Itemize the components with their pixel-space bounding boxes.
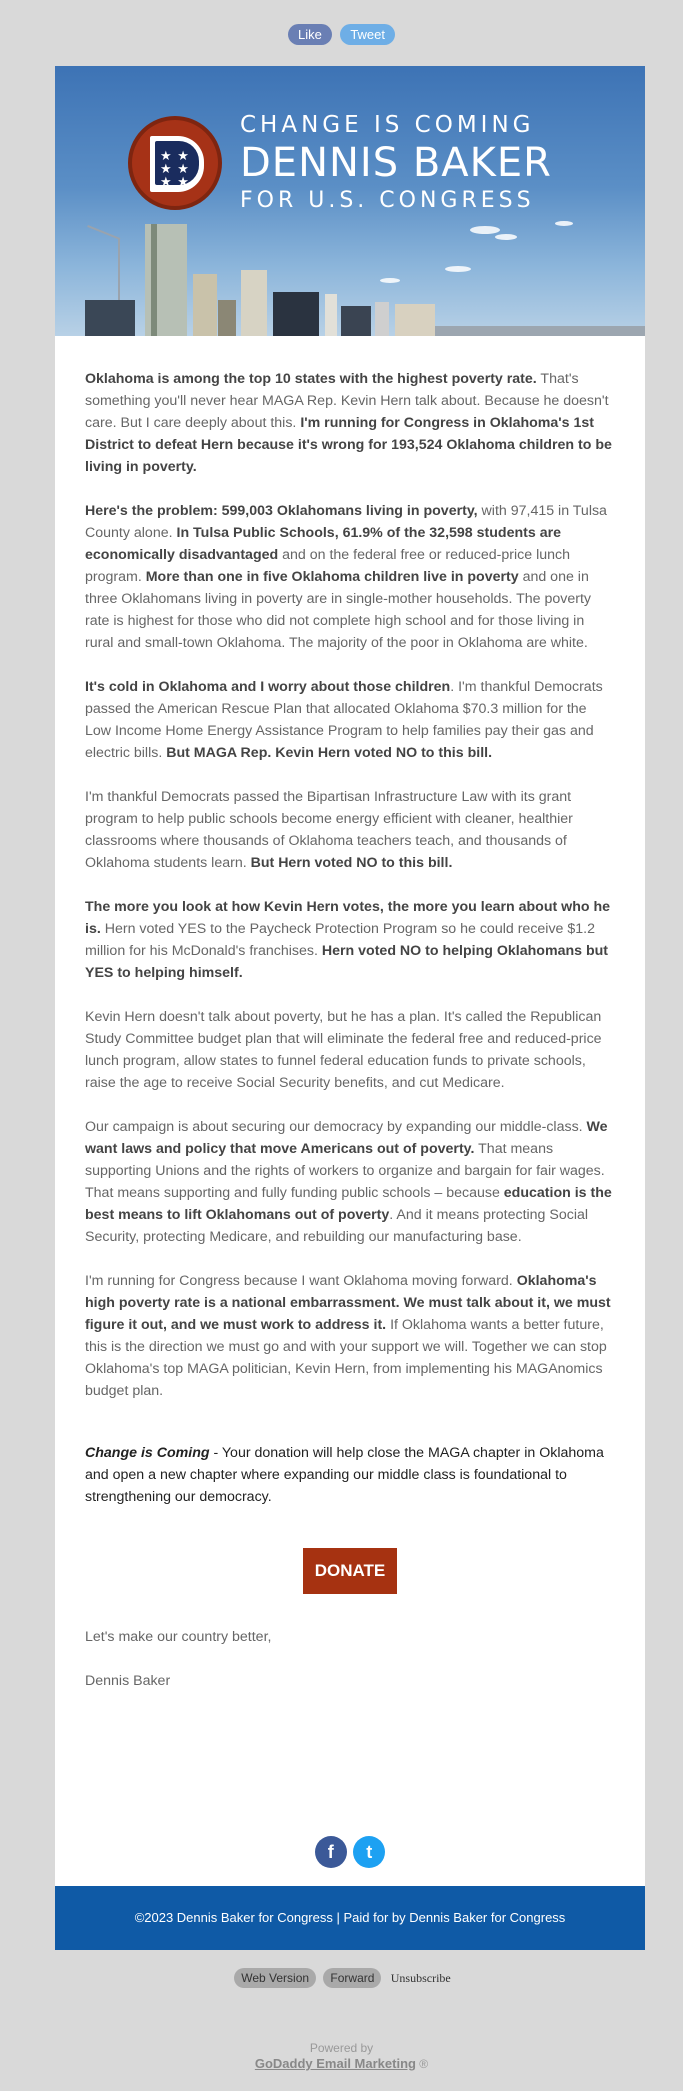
paragraph	[85, 368, 615, 478]
paragraph	[85, 1006, 615, 1094]
body-text: Our campaign is about securing our democracy by expanding our middle-class.	[85, 1119, 587, 1135]
registered-mark: ®	[415, 2057, 429, 2071]
godaddy-link[interactable]: GoDaddy Email Marketing	[254, 2056, 416, 2071]
body-text: That means supporting Unions and the rights of workers to organize and bargain for fair wages. That means supporting and fully funding public schools – because	[85, 1141, 605, 1201]
email-links	[0, 1968, 683, 1988]
header-banner	[55, 66, 645, 336]
cta-lead: Change is Coming	[85, 1445, 210, 1461]
tweet-button[interactable]: Tweet	[340, 24, 395, 45]
social-share-bar	[0, 24, 683, 45]
bold-text: It's cold in Oklahoma and I worry about those children	[85, 679, 451, 695]
body-text: If Oklahoma wants a better future, this is the direction we must go and with your support we will. Together we can stop Oklahoma's top MAGA politician, Kevin Hern, from implementing his MAGAnomics budget plan.	[85, 1317, 607, 1399]
paragraph	[85, 896, 615, 984]
campaign-logo: ★ ★ ★ ★ ★ ★	[128, 116, 222, 210]
body-text: That's something you'll never hear MAGA Rep. Kevin Hern talk about. Because he doesn't care. But I care deeply about this.	[85, 371, 609, 431]
body-text: with 97,415 in Tulsa County alone.	[85, 503, 607, 541]
bold-text: Here's the problem: 599,003 Oklahomans living in poverty,	[85, 503, 478, 519]
paragraph	[85, 1270, 615, 1402]
closing-line: Let's make our country better,	[85, 1629, 272, 1645]
paragraph	[85, 786, 615, 874]
facebook-icon[interactable]: f	[315, 1836, 347, 1868]
social-follow-bar	[55, 1836, 645, 1868]
bold-text: I'm running for Congress in Oklahoma's 1st District to defeat Hern because it's wrong for 193,524 Oklahoma children to be living in poverty.	[85, 415, 612, 475]
twitter-icon[interactable]: t	[353, 1836, 385, 1868]
email-card	[55, 66, 645, 1950]
email-body	[55, 336, 645, 1402]
forward-link[interactable]: Forward	[323, 1968, 381, 1988]
bold-text: Oklahoma's high poverty rate is a national embarrassment. We must talk about it, we must figure it out, and we must work to address it.	[85, 1273, 611, 1333]
web-version-link[interactable]: Web Version	[234, 1968, 316, 1988]
header-tagline: CHANGE IS COMING	[240, 112, 535, 138]
bold-text: But MAGA Rep. Kevin Hern voted NO to this bill.	[166, 745, 493, 761]
unsubscribe-link[interactable]: Unsubscribe	[390, 1971, 451, 1985]
bold-text: The more you look at how Kevin Hern votes, the more you learn about who he is.	[85, 899, 611, 937]
body-text: Kevin Hern doesn't talk about poverty, but he has a plan. It's called the Republican Study Committee budget plan that will eliminate the federal free and reduced-price lunch program, allow states to funnel federal education funds to private schools, raise the age to receive Social Security benefits, and cut Medicare.	[85, 1009, 602, 1091]
facebook-like-button[interactable]: Like	[288, 24, 332, 45]
donate-button[interactable]: DONATE	[303, 1548, 397, 1594]
bold-text: We want laws and policy that move Americans out of poverty.	[85, 1119, 608, 1157]
powered-by-label: Powered by	[309, 2041, 374, 2055]
body-text: . I'm thankful Democrats passed the American Rescue Plan that allocated Oklahoma $70.3 million for the Low Income Home Energy Assistance Program to help families pay their gas and electric bills.	[85, 679, 603, 761]
body-text: and on the federal free or reduced-price lunch program.	[85, 547, 571, 585]
body-text: and one in three Oklahomans living in poverty are in single-mother households. The poverty rate is highest for those who did not complete high school and for those living in rural and small-town Oklahoma. The majority of the poor in Oklahoma are white.	[85, 569, 592, 651]
candidate-name: DENNIS BAKER	[240, 140, 552, 186]
powered-by	[0, 2041, 683, 2072]
donation-pitch	[55, 1402, 645, 1508]
body-text: . And it means protecting Social Security, protecting Medicare, and rebuilding our manufacturing base.	[85, 1207, 589, 1245]
header-office: FOR U.S. CONGRESS	[240, 188, 535, 213]
paragraph	[85, 1116, 615, 1248]
signature-name: Dennis Baker	[85, 1673, 171, 1689]
bold-text: In Tulsa Public Schools, 61.9% of the 32,598 students are economically disadvantaged	[85, 525, 561, 563]
bold-text: Hern voted NO to helping Oklahomans but YES to helping himself.	[85, 943, 609, 981]
cta-text: - Your donation will help close the MAGA chapter in Oklahoma and open a new chapter where expanding our middle class is foundational to strengthening our democracy.	[85, 1445, 604, 1505]
bold-text: education is the best means to lift Oklahomans out of poverty	[85, 1185, 612, 1223]
header-title	[240, 112, 552, 213]
bold-text: More than one in five Oklahoma children live in poverty	[145, 569, 519, 585]
body-text: I'm running for Congress because I want Oklahoma moving forward.	[85, 1273, 517, 1289]
signoff	[55, 1594, 645, 1692]
paragraph	[85, 500, 615, 654]
footer-disclaimer: ©2023 Dennis Baker for Congress | Paid for by Dennis Baker for Congress	[55, 1886, 645, 1950]
body-text: Hern voted YES to the Paycheck Protection Program so he could receive $1.2 million for his McDonald's franchises.	[85, 921, 595, 959]
paragraph	[85, 676, 615, 764]
bold-text: Oklahoma is among the top 10 states with the highest poverty rate.	[85, 371, 537, 387]
body-text: I'm thankful Democrats passed the Bipartisan Infrastructure Law with its grant program to help public schools become energy efficient with cleaner, healthier classrooms where thousands of Oklahoma teachers teach, and thousands of Oklahoma students learn.	[85, 789, 573, 871]
bold-text: But Hern voted NO to this bill.	[250, 855, 453, 871]
